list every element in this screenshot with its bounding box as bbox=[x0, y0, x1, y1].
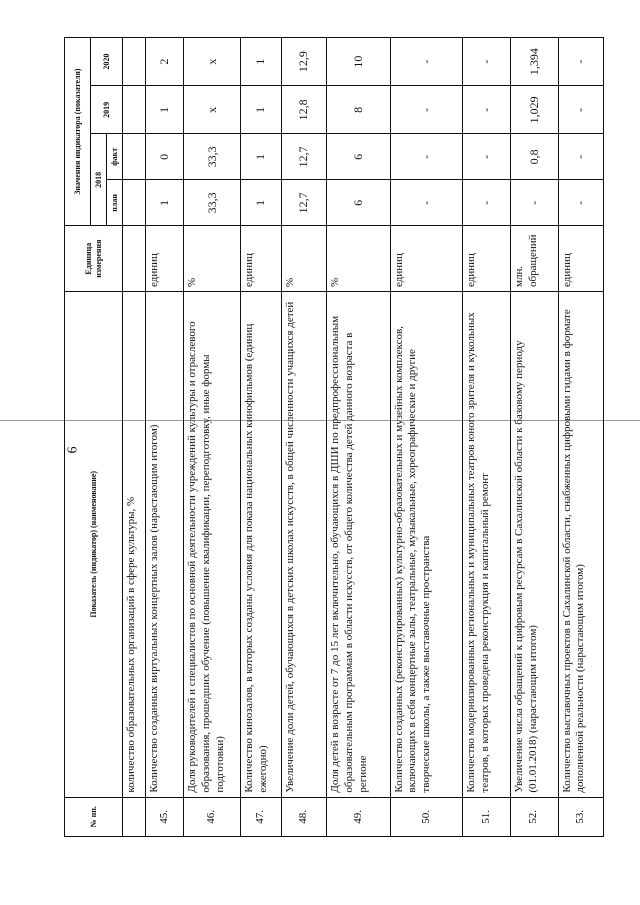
row-value-2018-fact: 1 bbox=[240, 134, 281, 180]
row-value-2018-fact bbox=[123, 134, 146, 180]
row-number: 50. bbox=[390, 797, 463, 836]
row-value-2020: 1 bbox=[240, 38, 281, 86]
row-indicator-name: количество образовательных организаций в сфере культуры, % bbox=[123, 291, 146, 797]
row-value-2019: - bbox=[463, 86, 511, 134]
row-value-2018-plan: - bbox=[558, 180, 603, 226]
row-number: 47. bbox=[240, 797, 281, 836]
row-value-2018-plan: 1 bbox=[145, 180, 184, 226]
row-value-2018-plan: 1 bbox=[240, 180, 281, 226]
row-value-2019: 12,8 bbox=[281, 86, 326, 134]
row-number: 48. bbox=[281, 797, 326, 836]
row-value-2019: 1 bbox=[240, 86, 281, 134]
row-indicator-name: Доля детей в возрасте от 7 до 15 лет включительно, обучающихся в ДШИ по предпрофессиональным образовательным программам в области искусств, от общего количества детей данного возраста в регионе bbox=[327, 291, 391, 797]
row-value-2020: - bbox=[463, 38, 511, 86]
row-unit: единиц bbox=[390, 226, 463, 292]
row-value-2020 bbox=[123, 38, 146, 86]
row-unit: единиц bbox=[240, 226, 281, 292]
row-value-2018-fact: - bbox=[558, 134, 603, 180]
header-plan: план bbox=[107, 180, 123, 226]
row-unit: % bbox=[327, 226, 391, 292]
header-no: № пп. bbox=[65, 797, 123, 836]
row-value-2018-fact: 0,8 bbox=[510, 134, 558, 180]
header-2018: 2018 bbox=[91, 134, 107, 226]
row-value-2020: 12,9 bbox=[281, 38, 326, 86]
row-unit: % bbox=[184, 226, 241, 292]
row-value-2018-fact: 12,7 bbox=[281, 134, 326, 180]
row-unit bbox=[123, 226, 146, 292]
row-value-2018-fact: 6 bbox=[327, 134, 391, 180]
row-number: 46. bbox=[184, 797, 241, 836]
row-number bbox=[123, 797, 146, 836]
header-2020: 2020 bbox=[91, 38, 123, 86]
row-value-2020: 10 bbox=[327, 38, 391, 86]
row-value-2018-fact: - bbox=[463, 134, 511, 180]
row-indicator-name: Увеличение числа обращений к цифровым ресурсам в Сахалинской области к базовому периоду (01.01.2018) (нарастающим итогом) bbox=[510, 291, 558, 797]
row-value-2018-plan bbox=[123, 180, 146, 226]
row-value-2020: 2 bbox=[145, 38, 184, 86]
row-number: 49. bbox=[327, 797, 391, 836]
row-value-2020: х bbox=[184, 38, 241, 86]
row-unit: единиц bbox=[463, 226, 511, 292]
row-number: 53. bbox=[558, 797, 603, 836]
row-value-2018-plan: 6 bbox=[327, 180, 391, 226]
header-2019: 2019 bbox=[91, 86, 123, 134]
row-indicator-name: Количество выставочных проектов в Сахалинской области, снабженных цифровыми гидами в формате дополненной реальности (нарастающим итогом) bbox=[558, 291, 603, 797]
row-value-2019: х bbox=[184, 86, 241, 134]
row-value-2019: - bbox=[558, 86, 603, 134]
row-unit: единиц bbox=[558, 226, 603, 292]
header-values: Значения индикатора (показателя) bbox=[65, 38, 91, 226]
row-indicator-name: Количество кинозалов, в которых созданы условия для показа национальных кинофильмов (единиц ежегодно) bbox=[240, 291, 281, 797]
header-indicator: Показатель (индикатор) (наименование) bbox=[65, 291, 123, 797]
table-row bbox=[327, 38, 391, 837]
row-value-2018-plan: 12,7 bbox=[281, 180, 326, 226]
indicators-table bbox=[64, 37, 604, 837]
header-fact: факт bbox=[107, 134, 123, 180]
header-unit: Единица измерения bbox=[65, 226, 123, 292]
table-row bbox=[184, 38, 241, 837]
row-value-2020: - bbox=[390, 38, 463, 86]
row-value-2019: - bbox=[390, 86, 463, 134]
row-value-2018-plan: - bbox=[390, 180, 463, 226]
table-row bbox=[240, 38, 281, 837]
table-row bbox=[145, 38, 184, 837]
table-row bbox=[390, 38, 463, 837]
row-unit: % bbox=[281, 226, 326, 292]
row-value-2019 bbox=[123, 86, 146, 134]
row-indicator-name: Доля руководителей и специалистов по основной деятельности учреждений культуры и отраслевого образования, прошедших обучение (повышение квалификации, переподготовку, иные формы подготовки) bbox=[184, 291, 241, 797]
row-indicator-name: Количество созданных (реконструированных) культурно-образовательных и музейных комплексов, включающих в себя концертные залы, театральные, музыкальные, хореографические и другие творческие школы, а также выставочные пространства bbox=[390, 291, 463, 797]
row-value-2018-plan: - bbox=[510, 180, 558, 226]
row-value-2018-fact: 33,3 bbox=[184, 134, 241, 180]
table-row bbox=[281, 38, 326, 837]
row-number: 51. bbox=[463, 797, 511, 836]
table-row bbox=[463, 38, 511, 837]
row-value-2020: - bbox=[558, 38, 603, 86]
row-value-2019: 1 bbox=[145, 86, 184, 134]
page-number: 6 bbox=[65, 446, 81, 454]
row-value-2019: 1,029 bbox=[510, 86, 558, 134]
table-row bbox=[510, 38, 558, 837]
row-unit: единиц bbox=[145, 226, 184, 292]
table-row bbox=[123, 38, 146, 837]
row-number: 45. bbox=[145, 797, 184, 836]
row-value-2018-fact: - bbox=[390, 134, 463, 180]
row-value-2018-plan: 33,3 bbox=[184, 180, 241, 226]
rotated-table-wrapper bbox=[64, 37, 604, 837]
row-indicator-name: Количество модернизированных региональных и муниципальных театров юного зрителя и кукольных театров, в которых проведена реконструкция и капитальный ремонт bbox=[463, 291, 511, 797]
row-indicator-name: Увеличение доли детей, обучающихся в детских школах искусств, в общей численности учащихся детей bbox=[281, 291, 326, 797]
row-indicator-name: Количество созданных виртуальных концертных залов (нарастающим итогом) bbox=[145, 291, 184, 797]
row-value-2018-plan: - bbox=[463, 180, 511, 226]
row-value-2020: 1,394 bbox=[510, 38, 558, 86]
row-unit: млн. обращений bbox=[510, 226, 558, 292]
table-row bbox=[558, 38, 603, 837]
row-value-2019: 8 bbox=[327, 86, 391, 134]
row-number: 52. bbox=[510, 797, 558, 836]
row-value-2018-fact: 0 bbox=[145, 134, 184, 180]
